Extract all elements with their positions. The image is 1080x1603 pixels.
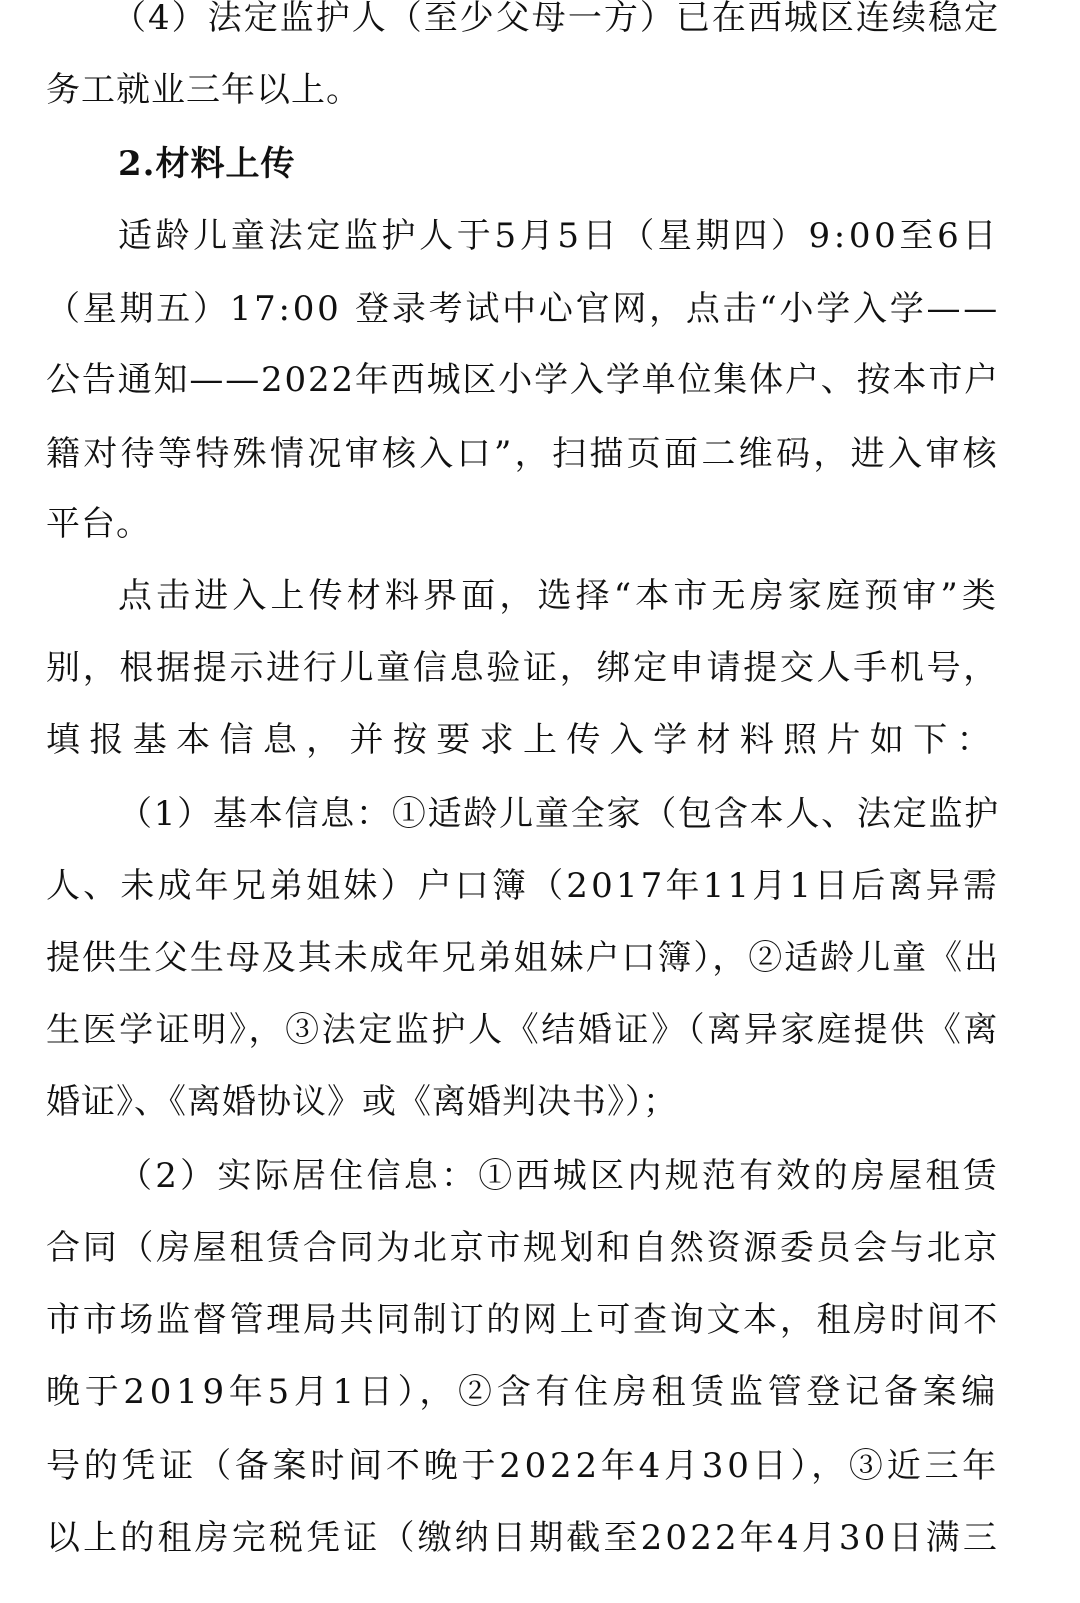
text-line: 提供生父生母及其未成年兄弟姐妹户口簿），②适龄儿童《出 bbox=[46, 938, 1000, 978]
text-line: 公告通知——2022年西城区小学入学单位集体户、按本市户 bbox=[46, 360, 1000, 400]
text-line: 合同（房屋租赁合同为北京市规划和自然资源委员会与北京 bbox=[46, 1228, 1000, 1268]
text-line: 人、未成年兄弟姐妹）户口簿（2017年11月1日后离异需 bbox=[46, 866, 1000, 906]
text-line: 填报基本信息，并按要求上传入学材料照片如下： bbox=[46, 720, 1000, 760]
text-line: 以上的租房完税凭证（缴纳日期截至2022年4月30日满三 bbox=[46, 1518, 1000, 1558]
text-line: 平台。 bbox=[46, 504, 151, 544]
text-line: 婚证》、《离婚协议》或《离婚判决书》）； bbox=[46, 1082, 678, 1122]
section-heading: 2.材料上传 bbox=[118, 144, 296, 184]
text-line: 点击进入上传材料界面，选择“本市无房家庭预审”类 bbox=[118, 576, 1000, 616]
text-line: 市市场监督管理局共同制订的网上可查询文本，租房时间不 bbox=[46, 1300, 1000, 1340]
text-line: 务工就业三年以上。 bbox=[46, 70, 361, 110]
text-line: 别，根据提示进行儿童信息验证，绑定申请提交人手机号， bbox=[46, 648, 1000, 688]
text-line: （1）基本信息：①适龄儿童全家（包含本人、法定监护 bbox=[118, 794, 1000, 834]
text-line: （2）实际居住信息：①西城区内规范有效的房屋租赁 bbox=[118, 1156, 1000, 1196]
text-line: （星期五）17:00 登录考试中心官网，点击“小学入学—— bbox=[46, 289, 1000, 329]
text-line: 适龄儿童法定监护人于5月5日（星期四）9:00至6日 bbox=[118, 216, 1000, 256]
text-line: 籍对待等特殊情况审核入口”，扫描页面二维码，进入审核 bbox=[46, 434, 1000, 474]
text-line: 生医学证明》，③法定监护人《结婚证》（离异家庭提供《离 bbox=[46, 1010, 1000, 1050]
text-line: （4）法定监护人（至少父母一方）已在西城区连续稳定 bbox=[112, 0, 1000, 38]
text-line: 号的凭证（备案时间不晚于2022年4月30日），③近三年 bbox=[46, 1446, 1000, 1486]
text-line: 晚于2019年5月1日），②含有住房租赁监管登记备案编 bbox=[46, 1372, 1000, 1412]
